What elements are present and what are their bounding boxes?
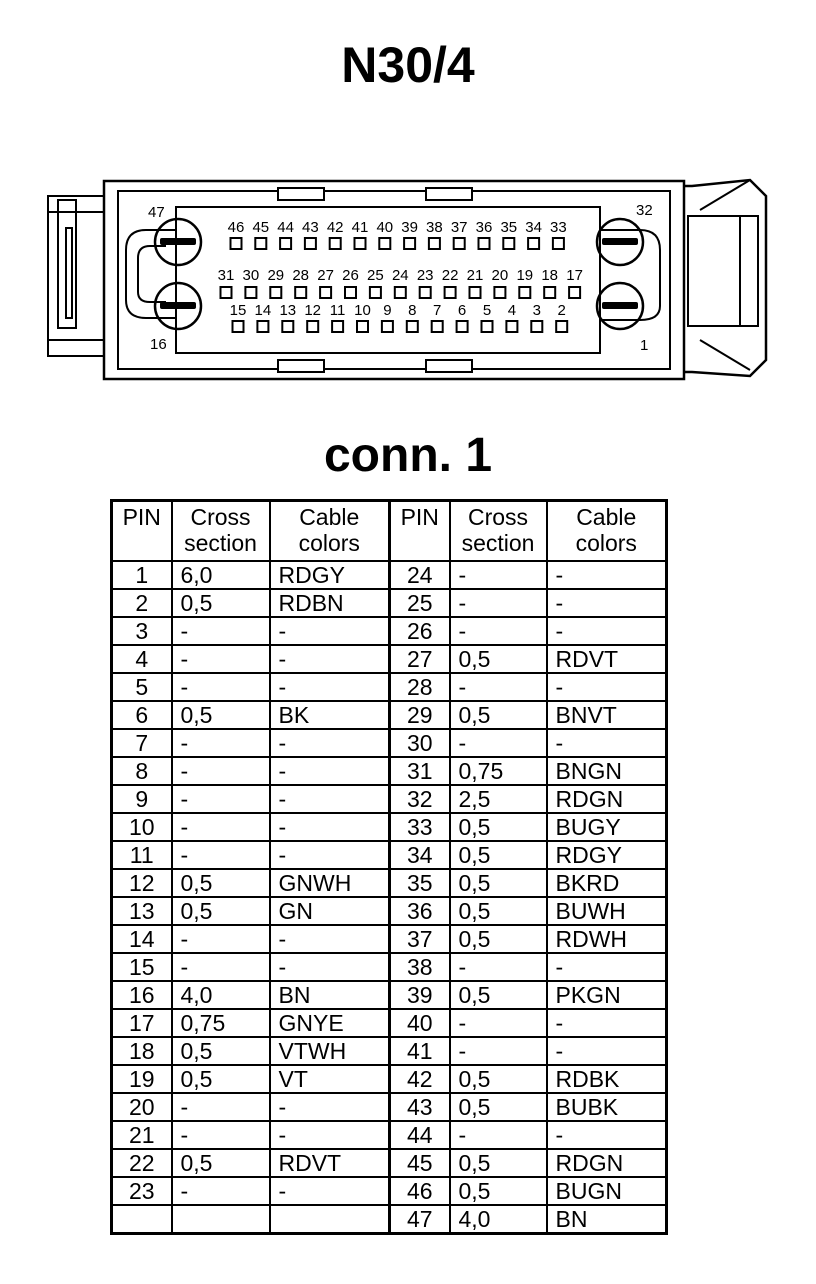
cable-color-left: VT bbox=[270, 1065, 390, 1093]
pin-socket bbox=[307, 321, 318, 332]
pin-right: 34 bbox=[390, 841, 450, 869]
cross-section-right: 0,5 bbox=[450, 981, 547, 1009]
pin-socket bbox=[569, 287, 580, 298]
table-row bbox=[112, 617, 667, 645]
cross-section-right: 0,5 bbox=[450, 841, 547, 869]
cross-section-right: - bbox=[450, 729, 547, 757]
header-cross-section-left: Cross section bbox=[172, 501, 270, 562]
pin-socket bbox=[528, 238, 539, 249]
pin-right: 43 bbox=[390, 1093, 450, 1121]
cross-section-left: - bbox=[172, 813, 270, 841]
pin-number-label: 22 bbox=[441, 267, 459, 284]
cable-color-left: GN bbox=[270, 897, 390, 925]
pin-number-label: 6 bbox=[457, 302, 467, 319]
cable-color-left: VTWH bbox=[270, 1037, 390, 1065]
cross-section-left: 0,5 bbox=[172, 1065, 270, 1093]
table-row bbox=[112, 1065, 667, 1093]
cable-color-left: - bbox=[270, 1177, 390, 1205]
cross-section-left: - bbox=[172, 673, 270, 701]
cable-color-left: RDBN bbox=[270, 589, 390, 617]
pin-number-label: 35 bbox=[500, 219, 518, 236]
table-row bbox=[112, 981, 667, 1009]
cross-section-right: - bbox=[450, 561, 547, 589]
table-row bbox=[112, 785, 667, 813]
pin-assignment-table bbox=[110, 499, 668, 1235]
cross-section-left: 4,0 bbox=[172, 981, 270, 1009]
pin-socket bbox=[295, 287, 306, 298]
cross-section-left: - bbox=[172, 645, 270, 673]
table-row bbox=[112, 869, 667, 897]
pin-number-label: 2 bbox=[557, 302, 566, 319]
cross-section-right: 0,5 bbox=[450, 1149, 547, 1177]
pin-number-label: 18 bbox=[541, 267, 559, 284]
header-cable-colors-left: Cable colors bbox=[270, 501, 390, 562]
pin-number-label: 26 bbox=[342, 267, 359, 284]
cable-color-left: - bbox=[270, 813, 390, 841]
pin-number-label: 25 bbox=[367, 267, 384, 284]
cable-color-right: - bbox=[547, 561, 667, 589]
header-pin-left: PIN bbox=[112, 501, 172, 562]
pin-left: 17 bbox=[112, 1009, 172, 1037]
cross-section-left: 0,5 bbox=[172, 869, 270, 897]
cross-section-left: 0,5 bbox=[172, 897, 270, 925]
pin-number-label: 17 bbox=[566, 267, 583, 284]
cross-section-right: 0,5 bbox=[450, 869, 547, 897]
pin-right: 37 bbox=[390, 925, 450, 953]
cross-section-left: - bbox=[172, 953, 270, 981]
pin-number-label: 27 bbox=[317, 267, 334, 284]
header-pin-right: PIN bbox=[390, 501, 450, 562]
cable-color-right: BN bbox=[547, 1205, 667, 1234]
pin-left: 11 bbox=[112, 841, 172, 869]
header-cross-section-right: Cross section bbox=[450, 501, 547, 562]
header-cable-colors-right: Cable colors bbox=[547, 501, 667, 562]
pin-number-label: 42 bbox=[326, 219, 344, 236]
cable-color-right: BUBK bbox=[547, 1093, 667, 1121]
diagram-title: N30/4 bbox=[341, 37, 475, 93]
pin-right: 35 bbox=[390, 869, 450, 897]
table-header-row bbox=[112, 501, 667, 562]
cable-color-left: BK bbox=[270, 701, 390, 729]
cross-section-left: 0,5 bbox=[172, 1037, 270, 1065]
cable-color-left: - bbox=[270, 925, 390, 953]
cross-section-left: 0,5 bbox=[172, 1149, 270, 1177]
pin-socket bbox=[506, 321, 517, 332]
cable-color-right: - bbox=[547, 729, 667, 757]
cable-color-right: BKRD bbox=[547, 869, 667, 897]
pin-right: 38 bbox=[390, 953, 450, 981]
pin-number-label: 14 bbox=[254, 302, 272, 319]
pin-left: 15 bbox=[112, 953, 172, 981]
pin-number-label: 5 bbox=[482, 302, 492, 319]
cross-section-right: - bbox=[450, 673, 547, 701]
cross-section-left: - bbox=[172, 617, 270, 645]
cross-section-right: 0,5 bbox=[450, 701, 547, 729]
table-row bbox=[112, 1205, 667, 1234]
pin-number-label: 31 bbox=[217, 267, 235, 284]
table-row bbox=[112, 925, 667, 953]
table-row bbox=[112, 701, 667, 729]
pin-right: 26 bbox=[390, 617, 450, 645]
pin-right: 47 bbox=[390, 1205, 450, 1234]
pin-socket bbox=[420, 287, 431, 298]
pin-socket bbox=[270, 287, 281, 298]
cross-section-right: 0,5 bbox=[450, 1065, 547, 1093]
pin-left bbox=[112, 1205, 172, 1234]
table-row bbox=[112, 953, 667, 981]
cable-color-left: - bbox=[270, 785, 390, 813]
pin-socket bbox=[519, 287, 530, 298]
cross-section-right: 0,5 bbox=[450, 645, 547, 673]
cross-section-left bbox=[172, 1205, 270, 1234]
cross-section-right: - bbox=[450, 1037, 547, 1065]
cross-section-right: 4,0 bbox=[450, 1205, 547, 1234]
corner-label-16: 16 bbox=[150, 336, 167, 353]
cross-section-right: 0,5 bbox=[450, 813, 547, 841]
corner-label-1: 1 bbox=[640, 337, 649, 354]
pin-number-label: 38 bbox=[426, 219, 443, 236]
pin-socket bbox=[494, 287, 505, 298]
table-row bbox=[112, 645, 667, 673]
cross-section-left: 0,75 bbox=[172, 1009, 270, 1037]
pin-number-label: 40 bbox=[376, 219, 394, 236]
cable-color-right: BUWH bbox=[547, 897, 667, 925]
pin-right: 36 bbox=[390, 897, 450, 925]
pin-number-label: 46 bbox=[227, 219, 245, 236]
pin-number-label: 41 bbox=[351, 219, 369, 236]
cable-color-left bbox=[270, 1205, 390, 1234]
cable-color-right: PKGN bbox=[547, 981, 667, 1009]
cable-color-right: BUGY bbox=[547, 813, 667, 841]
cable-color-left: - bbox=[270, 953, 390, 981]
pin-left: 13 bbox=[112, 897, 172, 925]
cross-section-left: 0,5 bbox=[172, 701, 270, 729]
pin-left: 3 bbox=[112, 617, 172, 645]
cable-color-left: GNWH bbox=[270, 869, 390, 897]
pin-socket bbox=[457, 321, 468, 332]
pin-number-label: 39 bbox=[401, 219, 418, 236]
cable-color-left: - bbox=[270, 673, 390, 701]
pin-number-label: 7 bbox=[433, 302, 442, 319]
right-latch bbox=[684, 180, 766, 376]
pin-right: 33 bbox=[390, 813, 450, 841]
pin-left: 18 bbox=[112, 1037, 172, 1065]
table-row bbox=[112, 589, 667, 617]
pin-socket bbox=[370, 287, 381, 298]
pin-right: 29 bbox=[390, 701, 450, 729]
pin-socket bbox=[445, 287, 456, 298]
pin-number-label: 29 bbox=[267, 267, 285, 284]
pin-left: 4 bbox=[112, 645, 172, 673]
pin-number-label: 21 bbox=[466, 267, 484, 284]
pin-socket bbox=[470, 287, 481, 298]
pin-left: 21 bbox=[112, 1121, 172, 1149]
pin-socket bbox=[556, 321, 567, 332]
cable-color-left: - bbox=[270, 757, 390, 785]
cable-color-right: RDWH bbox=[547, 925, 667, 953]
pin-socket bbox=[345, 287, 356, 298]
pin-number-label: 9 bbox=[383, 302, 392, 319]
cross-section-left: - bbox=[172, 785, 270, 813]
cable-color-left: GNYE bbox=[270, 1009, 390, 1037]
cable-color-left: - bbox=[270, 1121, 390, 1149]
cross-section-left: 0,5 bbox=[172, 589, 270, 617]
pin-socket bbox=[379, 238, 390, 249]
cross-section-left: - bbox=[172, 1177, 270, 1205]
pin-right: 31 bbox=[390, 757, 450, 785]
cable-color-right: BNVT bbox=[547, 701, 667, 729]
pin-number-label: 4 bbox=[507, 302, 517, 319]
cable-color-left: RDVT bbox=[270, 1149, 390, 1177]
cross-section-right: - bbox=[450, 617, 547, 645]
pin-number-label: 45 bbox=[252, 219, 270, 236]
pin-number-label: 30 bbox=[242, 267, 260, 284]
pin-socket bbox=[282, 321, 293, 332]
pin-right: 41 bbox=[390, 1037, 450, 1065]
cross-section-left: - bbox=[172, 1093, 270, 1121]
pin-socket bbox=[429, 238, 440, 249]
pin-socket bbox=[407, 321, 418, 332]
cross-section-right: 0,5 bbox=[450, 1177, 547, 1205]
cable-color-right: - bbox=[547, 953, 667, 981]
pin-socket bbox=[231, 238, 242, 249]
pin-number-label: 34 bbox=[525, 219, 542, 236]
table-row bbox=[112, 1093, 667, 1121]
pin-left: 9 bbox=[112, 785, 172, 813]
pin-right: 27 bbox=[390, 645, 450, 673]
cross-section-left: - bbox=[172, 1121, 270, 1149]
table-row bbox=[112, 1177, 667, 1205]
pin-left: 5 bbox=[112, 673, 172, 701]
pin-number-label: 43 bbox=[302, 219, 319, 236]
pin-socket bbox=[395, 287, 406, 298]
cross-section-right: 0,75 bbox=[450, 757, 547, 785]
cable-color-right: RDGN bbox=[547, 1149, 667, 1177]
cross-section-left: - bbox=[172, 841, 270, 869]
pin-left: 12 bbox=[112, 869, 172, 897]
table-row bbox=[112, 1149, 667, 1177]
cable-color-right: - bbox=[547, 589, 667, 617]
pin-left: 14 bbox=[112, 925, 172, 953]
pin-number-label: 28 bbox=[292, 267, 310, 284]
pin-grid bbox=[221, 238, 581, 332]
pin-left: 1 bbox=[112, 561, 172, 589]
pin-number-label: 10 bbox=[354, 302, 371, 319]
cable-color-left: - bbox=[270, 729, 390, 757]
pin-left: 16 bbox=[112, 981, 172, 1009]
pin-right: 30 bbox=[390, 729, 450, 757]
table-row bbox=[112, 729, 667, 757]
pin-left: 6 bbox=[112, 701, 172, 729]
pin-number-label: 8 bbox=[408, 302, 417, 319]
cable-color-right: RDGN bbox=[547, 785, 667, 813]
cross-section-left: - bbox=[172, 729, 270, 757]
pin-number-label: 23 bbox=[416, 267, 434, 284]
pin-socket bbox=[432, 321, 443, 332]
pin-socket bbox=[482, 321, 493, 332]
pin-number-label: 3 bbox=[532, 302, 541, 319]
cable-color-left: - bbox=[270, 645, 390, 673]
corner-label-47: 47 bbox=[148, 204, 165, 221]
table-row bbox=[112, 1037, 667, 1065]
pin-number-label: 24 bbox=[391, 267, 409, 284]
pin-left: 19 bbox=[112, 1065, 172, 1093]
pin-number-label: 36 bbox=[475, 219, 493, 236]
pin-left: 20 bbox=[112, 1093, 172, 1121]
pin-number-label: 37 bbox=[450, 219, 468, 236]
pin-number-label: 13 bbox=[279, 302, 297, 319]
pin-number-label: 19 bbox=[516, 267, 534, 284]
pin-right: 42 bbox=[390, 1065, 450, 1093]
pin-right: 25 bbox=[390, 589, 450, 617]
cable-color-right: - bbox=[547, 617, 667, 645]
cross-section-right: - bbox=[450, 589, 547, 617]
cross-section-right: 2,5 bbox=[450, 785, 547, 813]
pin-right: 46 bbox=[390, 1177, 450, 1205]
pin-right: 45 bbox=[390, 1149, 450, 1177]
cross-section-right: - bbox=[450, 1009, 547, 1037]
pin-number-label: 12 bbox=[304, 302, 322, 319]
pin-left: 23 bbox=[112, 1177, 172, 1205]
cable-color-left: - bbox=[270, 1093, 390, 1121]
pin-socket bbox=[355, 238, 366, 249]
pin-socket bbox=[305, 238, 316, 249]
pin-socket bbox=[257, 321, 268, 332]
pin-socket bbox=[280, 238, 291, 249]
cable-color-left: RDGY bbox=[270, 561, 390, 589]
cross-section-right: 0,5 bbox=[450, 897, 547, 925]
table-row bbox=[112, 897, 667, 925]
cable-color-right: RDGY bbox=[547, 841, 667, 869]
cross-section-right: - bbox=[450, 953, 547, 981]
cable-color-right: BUGN bbox=[547, 1177, 667, 1205]
table-row bbox=[112, 813, 667, 841]
table-row bbox=[112, 1009, 667, 1037]
cable-color-left: BN bbox=[270, 981, 390, 1009]
pin-socket bbox=[382, 321, 393, 332]
pin-right: 44 bbox=[390, 1121, 450, 1149]
pin-socket bbox=[404, 238, 415, 249]
pin-number-label: 20 bbox=[491, 267, 509, 284]
pin-left: 10 bbox=[112, 813, 172, 841]
table-row bbox=[112, 841, 667, 869]
cable-color-right: - bbox=[547, 1037, 667, 1065]
connector-title: conn. 1 bbox=[323, 429, 493, 482]
table-row bbox=[112, 757, 667, 785]
pin-socket bbox=[544, 287, 555, 298]
pin-socket bbox=[553, 238, 564, 249]
pin-left: 8 bbox=[112, 757, 172, 785]
pin-right: 39 bbox=[390, 981, 450, 1009]
table-row bbox=[112, 673, 667, 701]
cross-section-left: 6,0 bbox=[172, 561, 270, 589]
cable-color-left: - bbox=[270, 841, 390, 869]
pin-socket bbox=[330, 238, 341, 249]
cross-section-left: - bbox=[172, 757, 270, 785]
pin-right: 28 bbox=[390, 673, 450, 701]
pin-left: 7 bbox=[112, 729, 172, 757]
pin-socket bbox=[357, 321, 368, 332]
cable-color-right: - bbox=[547, 1009, 667, 1037]
cross-section-right: - bbox=[450, 1121, 547, 1149]
pin-socket bbox=[479, 238, 490, 249]
pin-number-label: 44 bbox=[277, 219, 294, 236]
connector-diagram bbox=[0, 160, 816, 400]
pin-socket bbox=[221, 287, 232, 298]
pin-number-label: 15 bbox=[229, 302, 247, 319]
cross-section-left: - bbox=[172, 925, 270, 953]
pin-number-label: 33 bbox=[550, 219, 567, 236]
pin-number-label: 11 bbox=[329, 302, 346, 319]
pin-right: 24 bbox=[390, 561, 450, 589]
cable-color-right: RDBK bbox=[547, 1065, 667, 1093]
cable-color-right: RDVT bbox=[547, 645, 667, 673]
table-row bbox=[112, 561, 667, 589]
pin-socket bbox=[332, 321, 343, 332]
pin-socket bbox=[531, 321, 542, 332]
pin-right: 32 bbox=[390, 785, 450, 813]
pin-socket bbox=[320, 287, 331, 298]
table-row bbox=[112, 1121, 667, 1149]
pin-socket bbox=[233, 321, 244, 332]
pin-socket bbox=[255, 238, 266, 249]
corner-label-32: 32 bbox=[636, 202, 653, 219]
pin-left: 2 bbox=[112, 589, 172, 617]
pin-socket bbox=[245, 287, 256, 298]
cable-color-right: - bbox=[547, 673, 667, 701]
cross-section-right: 0,5 bbox=[450, 925, 547, 953]
cable-color-left: - bbox=[270, 617, 390, 645]
cable-color-right: BNGN bbox=[547, 757, 667, 785]
pin-right: 40 bbox=[390, 1009, 450, 1037]
pin-socket bbox=[503, 238, 514, 249]
cross-section-right: 0,5 bbox=[450, 1093, 547, 1121]
cable-color-right: - bbox=[547, 1121, 667, 1149]
pin-socket bbox=[454, 238, 465, 249]
pin-left: 22 bbox=[112, 1149, 172, 1177]
